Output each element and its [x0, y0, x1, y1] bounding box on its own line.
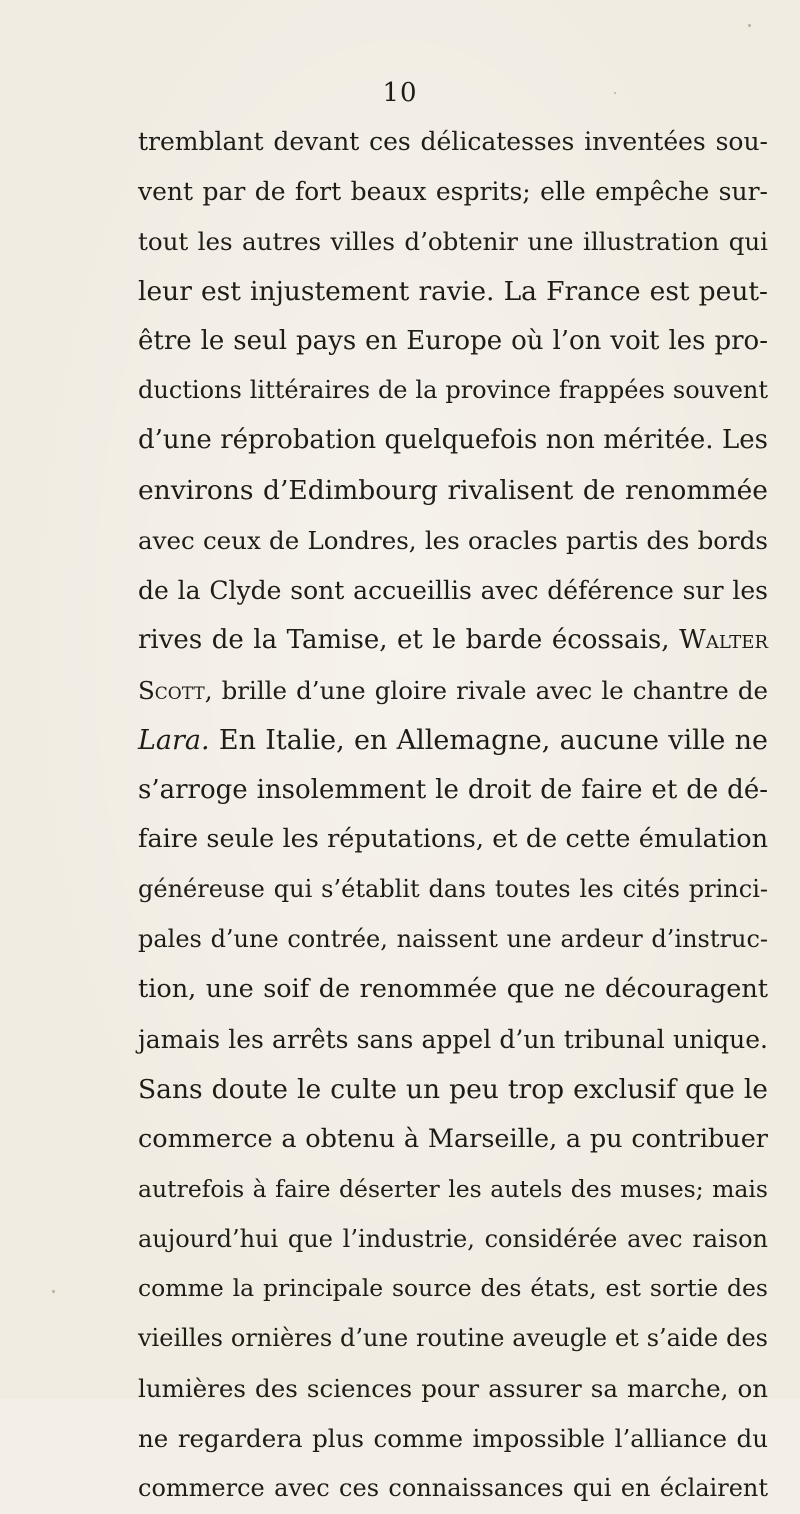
text-segment: commerce a obtenu à Marseille, a pu contribuer	[138, 1123, 768, 1154]
paper-speck	[614, 92, 616, 94]
paper-speck	[748, 24, 751, 27]
text-line	[138, 1414, 768, 1464]
text-line	[138, 616, 768, 666]
text-segment: comme la principale source des états, est sortie des	[138, 1274, 768, 1303]
text-line	[138, 716, 768, 766]
text-segment: généreuse qui s’établit dans toutes les cités princi-	[138, 875, 768, 904]
text-segment: avec ceux de Londres, les oracles partis des bords	[138, 526, 768, 556]
text-line	[138, 865, 768, 915]
small-caps-name: Walter	[679, 624, 768, 655]
text-segment: ductions littéraires de la province frappées souvent	[138, 376, 768, 405]
text-line	[138, 666, 768, 716]
text-segment: vieilles ornières d’une routine aveugle et s’aide des	[138, 1324, 768, 1353]
text-line	[138, 566, 768, 616]
text-line	[138, 1464, 768, 1514]
text-segment: de la Clyde sont accueillis avec déférence sur les	[138, 576, 768, 606]
text-segment: lumières des sciences pour assurer sa marche, on	[138, 1374, 768, 1404]
text-line	[138, 1065, 768, 1115]
text-segment: jamais les arrêts sans appel d’un tribunal unique.	[138, 1025, 768, 1055]
text-segment: d’une réprobation quelquefois non méritée. Les	[138, 425, 768, 456]
text-line	[138, 167, 768, 217]
text-segment: leur est injustement ravie. La France est peut-	[138, 275, 768, 307]
text-segment: tout les autres villes d’obtenir une illustration qui	[138, 226, 768, 256]
page-number: 10	[382, 78, 418, 108]
text-line	[138, 766, 768, 816]
text-line	[138, 1264, 768, 1314]
text-line	[138, 267, 768, 317]
text-line	[138, 366, 768, 416]
text-segment: ne regardera plus comme impossible l’alliance du	[138, 1424, 768, 1454]
body-text	[138, 117, 768, 1514]
small-caps-name: Scott	[138, 675, 205, 705]
text-segment: faire seule les réputations, et de cette émulation	[138, 824, 768, 855]
text-segment: être le seul pays en Europe où l’on voit les pro-	[138, 325, 768, 356]
text-segment: environs d’Edimbourg rivalisent de renommée	[138, 475, 768, 507]
text-segment: tion, une soif de renommée que ne découragent	[138, 974, 768, 1005]
text-line	[138, 965, 768, 1015]
text-segment: aujourd’hui que l’industrie, considérée avec raison	[138, 1224, 768, 1253]
text-line	[138, 1165, 768, 1215]
text-segment: autrefois à faire déserter les autels des muses; mais	[138, 1174, 768, 1203]
text-line	[138, 317, 768, 367]
text-line	[138, 466, 768, 516]
text-line	[138, 1314, 768, 1364]
text-line	[138, 1215, 768, 1265]
text-segment: vent par de fort beaux esprits; elle empêche sur-	[138, 176, 768, 206]
text-segment: pales d’une contrée, naissent une ardeur d’instruc-	[138, 925, 768, 954]
text-segment: Sans doute le culte un peu trop exclusif que le	[138, 1073, 768, 1105]
text-segment: tremblant devant ces délicatesses inventées sou-	[138, 127, 768, 156]
text-line	[138, 117, 768, 167]
text-segment: rives de la Tamise, et le barde écossais,	[138, 624, 680, 655]
text-segment: commerce avec ces connaissances qui en éclairent	[138, 1474, 768, 1503]
text-segment: , brille d’une gloire rivale avec le chantre de	[204, 675, 768, 705]
text-line	[138, 815, 768, 865]
text-segment: s’arroge insolemment le droit de faire et de dé-	[138, 774, 768, 805]
italic-title: Lara.	[138, 724, 210, 756]
text-line	[138, 516, 768, 566]
text-line	[138, 1364, 768, 1414]
paper-speck	[52, 1290, 55, 1293]
text-line	[138, 416, 768, 466]
text-line	[138, 217, 768, 267]
text-line	[138, 1115, 768, 1165]
text-line	[138, 915, 768, 965]
text-segment: En Italie, en Allemagne, aucune ville ne	[209, 724, 768, 756]
text-line	[138, 1015, 768, 1065]
